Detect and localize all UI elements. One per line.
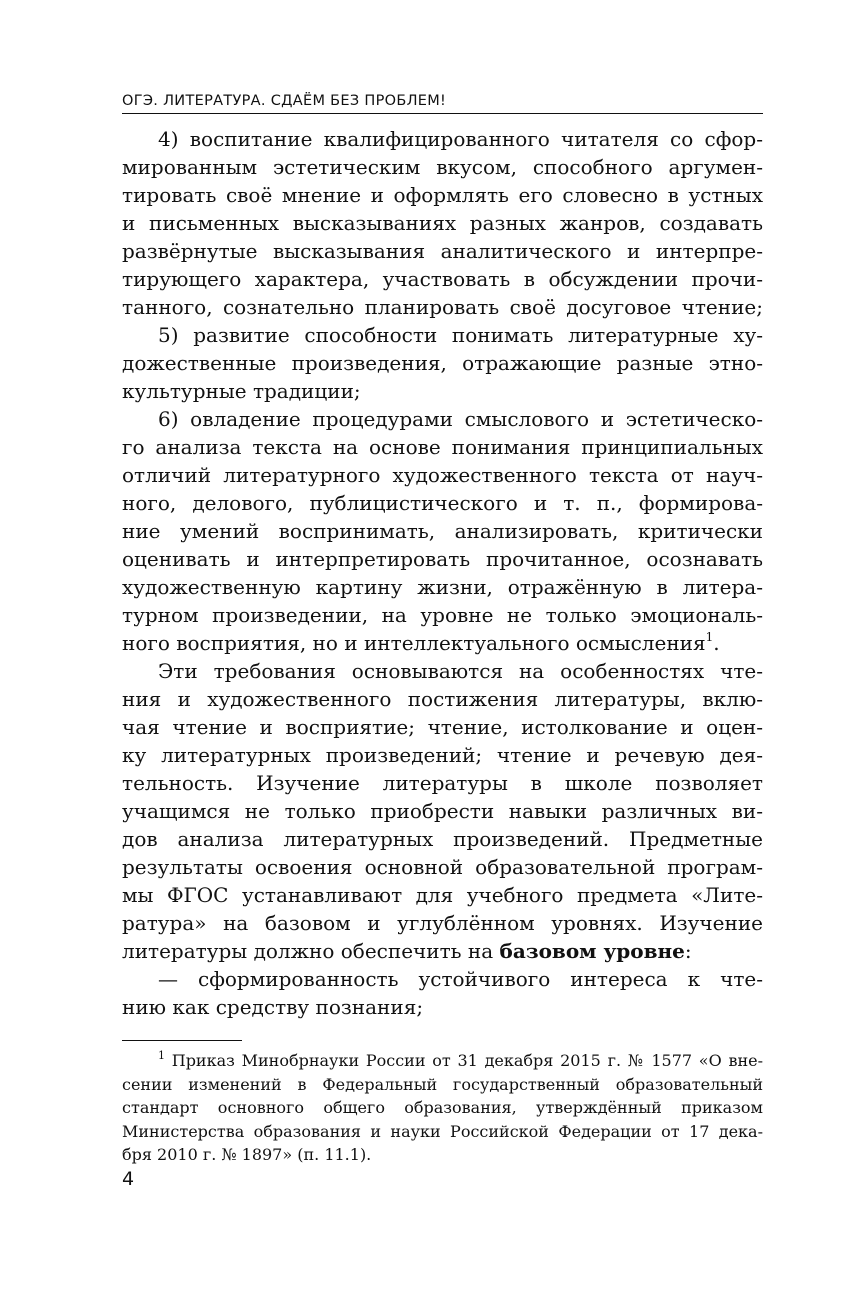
footnote-line: стандарт основного общего образования, утверждённый приказом: [122, 1098, 763, 1117]
footnote-marker: 1: [158, 1049, 165, 1062]
text-line: го анализа текста на основе понимания принципиальных: [122, 435, 763, 459]
text-line: тельность. Изучение литературы в школе позволяет: [122, 771, 763, 795]
footnote-line: Министерства образования и науки Российской Федерации от 17 дека-: [122, 1121, 763, 1141]
text-line: ного, делового, публицистического и т. п., формирова-: [122, 491, 763, 515]
text-line: — сформированность устойчивого интереса к чте-: [158, 967, 763, 991]
text-fragment: :: [684, 939, 692, 963]
text-line: учащимся не только приобрести навыки различных ви-: [122, 799, 763, 823]
footnote-line: [122, 1049, 763, 1073]
text-line: ку литературных произведений; чтение и речевую дея-: [122, 743, 763, 767]
text-line-with-footnote-ref: ного восприятия, но и интеллектуального осмысления$^1$.: [122, 630, 720, 655]
text-line: ние умений воспринимать, анализировать, критически: [122, 519, 763, 543]
text-line: дов анализа литературных произведений. Предметные: [122, 827, 763, 851]
text-fragment: Приказ Минобрнауки России от 31 декабря 2015 г. № 1577 «О вне-: [165, 1051, 763, 1070]
text-line: ратура» на базовом и углублённом уровнях. Изучение: [122, 911, 763, 935]
book-page: [122, 0, 763, 1312]
text-line: 6) овладение процедурами смыслового и эстетическо-: [158, 407, 763, 431]
text-fragment: ного восприятия, но и интеллектуального осмысления: [122, 631, 706, 655]
text-line: 4) воспитание квалифицированного читателя со сфор-: [158, 127, 763, 151]
text-line: художественную картину жизни, отражённую в литера-: [122, 575, 763, 599]
text-line: Эти требования основываются на особенностях чте-: [158, 659, 763, 683]
footnote-line: бря 2010 г. № 1897» (п. 11.1).: [122, 1145, 372, 1164]
header-rule: [122, 113, 763, 114]
text-line: мы ФГОС устанавливают для учебного предмета «Лите-: [122, 883, 763, 907]
text-line: мированным эстетическим вкусом, способного аргумен-: [122, 155, 763, 179]
footnote-reference: 1: [705, 630, 714, 644]
text-line: культурные традиции;: [122, 379, 361, 403]
bold-phrase: базовом уровне: [499, 939, 685, 963]
page-number: 4: [122, 1168, 135, 1190]
text-line: оценивать и интерпретировать прочитанное, осознавать: [122, 547, 763, 571]
text-fragment: литературы должно обеспечить на: [122, 939, 500, 963]
footnote-line: сении изменений в Федеральный государственный образовательный: [122, 1074, 763, 1094]
text-line: тировать своё мнение и оформлять его словесно в устных: [122, 183, 763, 207]
text-line: результаты освоения основной образовательной програм-: [122, 855, 763, 879]
text-line: и письменных высказываниях разных жанров, создавать: [122, 211, 763, 235]
text-line: развёрнутые высказывания аналитического и интерпре-: [122, 239, 763, 263]
text-line: тирующего характера, участвовать в обсуждении прочи-: [122, 267, 763, 291]
running-head: ОГЭ. ЛИТЕРАТУРА. СДАЁМ БЕЗ ПРОБЛЕМ!: [122, 93, 447, 109]
footnote: [122, 1049, 763, 1167]
text-line: ния и художественного постижения литературы, вклю-: [122, 687, 763, 711]
text-line: нию как средству познания;: [122, 995, 424, 1019]
text-line: дожественные произведения, отражающие разные этно-: [122, 351, 763, 375]
text-line: 5) развитие способности понимать литературные ху-: [158, 323, 763, 347]
text-line: танного, сознательно планировать своё досуговое чтение;: [122, 295, 763, 319]
footnote-rule: [122, 1040, 242, 1041]
text-line: отличий литературного художественного текста от науч-: [122, 463, 763, 487]
body-text: [122, 125, 763, 1021]
text-line: чая чтение и восприятие; чтение, истолкование и оцен-: [122, 715, 763, 739]
text-line: турном произведении, на уровне не только эмоциональ-: [122, 603, 763, 627]
text-line-with-bold: [122, 937, 763, 965]
